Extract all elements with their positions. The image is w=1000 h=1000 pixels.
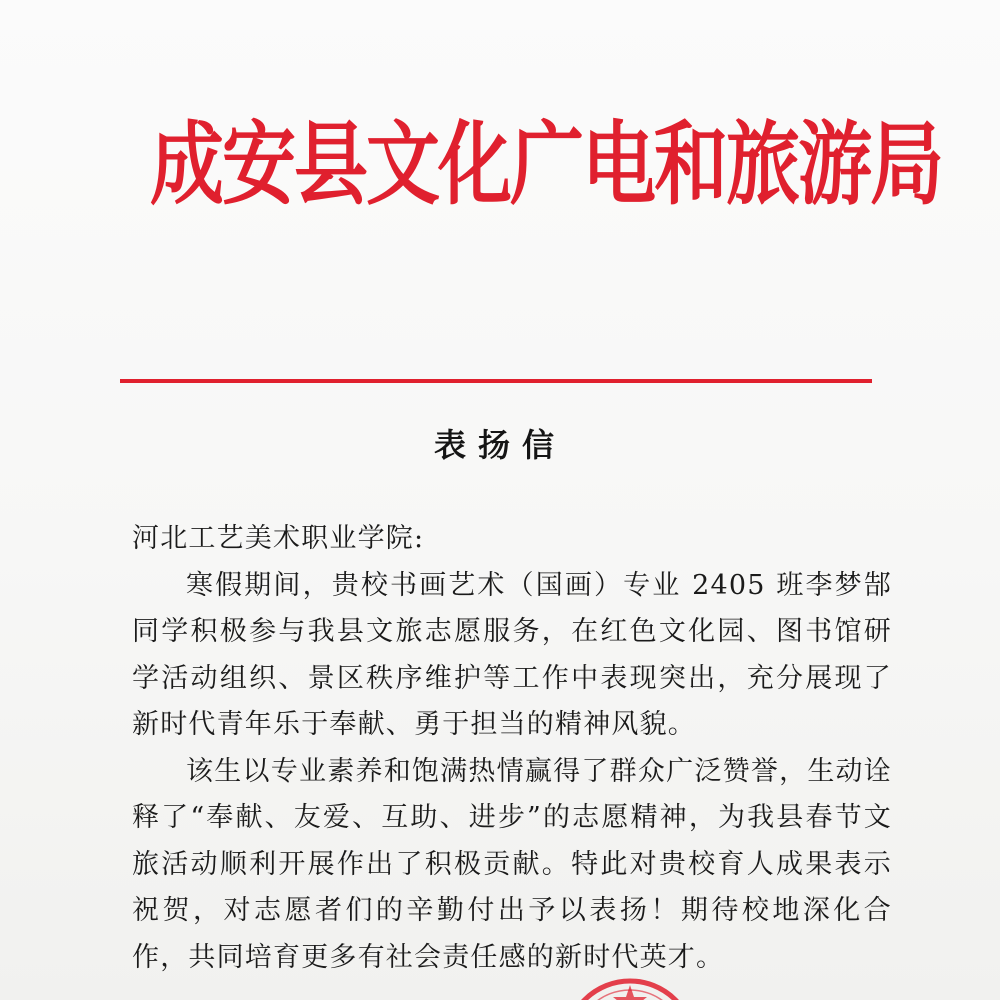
salutation: 河北工艺美术职业学院:: [132, 523, 425, 554]
document-title: 表扬信: [433, 426, 566, 464]
body-paragraph-1: 寒假期间，贵校书画艺术（国画）专业 2405 班李梦郜同学积极参与我县文旅志愿服务，在红色文化园、图书馆研学活动组织、景区秩序维护等工作中表现突出，充分展现了新时代青年乐于奉献、勇于担当的精神风貌。: [132, 569, 892, 740]
body-paragraph-2: 该生以专业素养和饱满热情赢得了群众广泛赞誉，生动诠释了“奉献、友爱、互助、进步”的志愿精神，为我县春节文旅活动顺利开展作出了积极贡献。特此对贵校育人成果表示祝贺，对志愿者们的辛勤付出予以表扬！期待校地深化合作，共同培育更多有社会责任感的新时代英才。: [132, 755, 892, 973]
official-seal-icon: [560, 975, 700, 1000]
letterhead-title: 成安县文化广电和旅游局: [150, 112, 942, 218]
document-body: [132, 516, 892, 981]
letterhead-divider: [120, 379, 872, 383]
